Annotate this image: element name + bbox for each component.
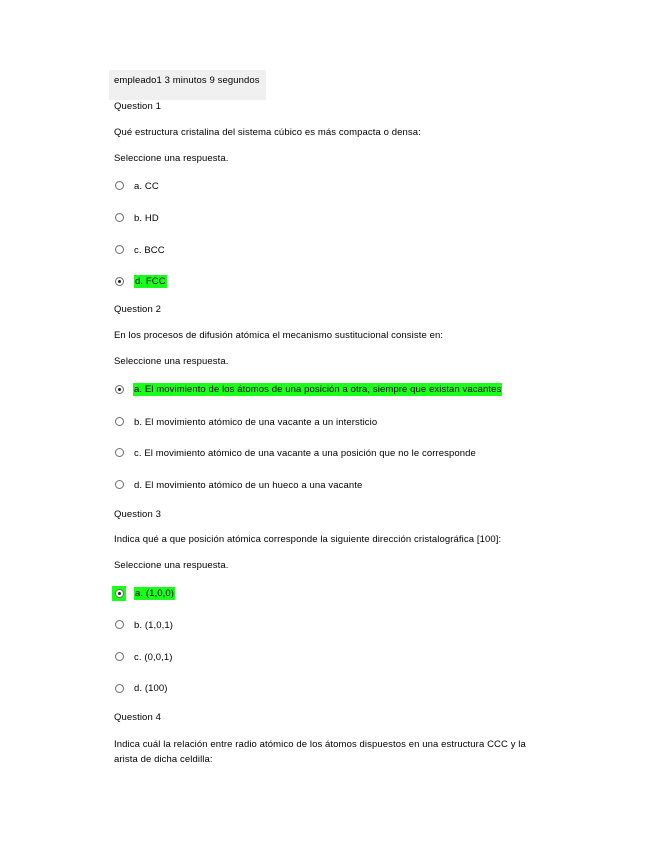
q3-option-c-label: c. (0,0,1) xyxy=(134,652,173,663)
q2-option-a-radio[interactable] xyxy=(115,385,124,394)
q2-option-b-label: b. El movimiento atómico de una vacante a un intersticio xyxy=(134,417,378,428)
q1-option-a-radio[interactable] xyxy=(115,181,124,190)
question-1-prompt: Qué estructura cristalina del sistema cúbico es más compacta o densa: xyxy=(114,127,421,138)
question-4-title: Question 4 xyxy=(114,712,161,723)
q1-option-d-label: d. FCC xyxy=(135,276,166,287)
q2-option-a-label: a. El movimiento de los átomos de una posición a otra, siempre que existan vacantes xyxy=(134,384,502,395)
q2-option-d-radio[interactable] xyxy=(115,480,124,489)
q1-option-c-radio[interactable] xyxy=(115,245,124,254)
q3-option-b-radio[interactable] xyxy=(115,620,124,629)
timer-header: empleado1 3 minutos 9 segundos xyxy=(114,75,260,86)
q3-option-c-radio[interactable] xyxy=(115,652,124,661)
question-3-title: Question 3 xyxy=(114,509,161,520)
q2-option-d-label: d. El movimiento atómico de un hueco a una vacante xyxy=(134,480,363,491)
question-1-instruction: Seleccione una respuesta. xyxy=(114,153,229,164)
question-2-instruction: Seleccione una respuesta. xyxy=(114,356,229,367)
question-2-prompt: En los procesos de difusión atómica el mecanismo sustitucional consiste en: xyxy=(114,330,444,341)
question-3-prompt: Indica qué a que posición atómica corresponde la siguiente dirección cristalográfica [100]: xyxy=(114,534,502,545)
q2-option-c-radio[interactable] xyxy=(115,448,124,457)
question-1-title: Question 1 xyxy=(114,101,161,112)
q2-option-b-radio[interactable] xyxy=(115,417,124,426)
q2-option-c-label: c. El movimiento atómico de una vacante a una posición que no le corresponde xyxy=(134,448,476,459)
q1-option-a-label: a. CC xyxy=(134,181,159,192)
q3-option-d-label: d. (100) xyxy=(134,683,168,694)
q1-option-b-radio[interactable] xyxy=(115,213,124,222)
q3-option-a-radio[interactable] xyxy=(115,589,124,598)
q3-option-b-label: b. (1,0,1) xyxy=(134,620,174,631)
question-2-title: Question 2 xyxy=(114,304,161,315)
q3-option-a-label: a. (1,0,0) xyxy=(135,588,175,599)
q1-option-c-label: c. BCC xyxy=(134,245,165,256)
q3-option-d-radio[interactable] xyxy=(115,684,124,693)
question-3-instruction: Seleccione una respuesta. xyxy=(114,560,229,571)
q1-option-d-radio[interactable] xyxy=(115,277,124,286)
q1-option-b-label: b. HD xyxy=(134,213,159,224)
question-4-prompt: Indica cuál la relación entre radio atómico de los átomos dispuestos en una estructura CCC y la arista de dicha celdilla: xyxy=(114,739,526,765)
